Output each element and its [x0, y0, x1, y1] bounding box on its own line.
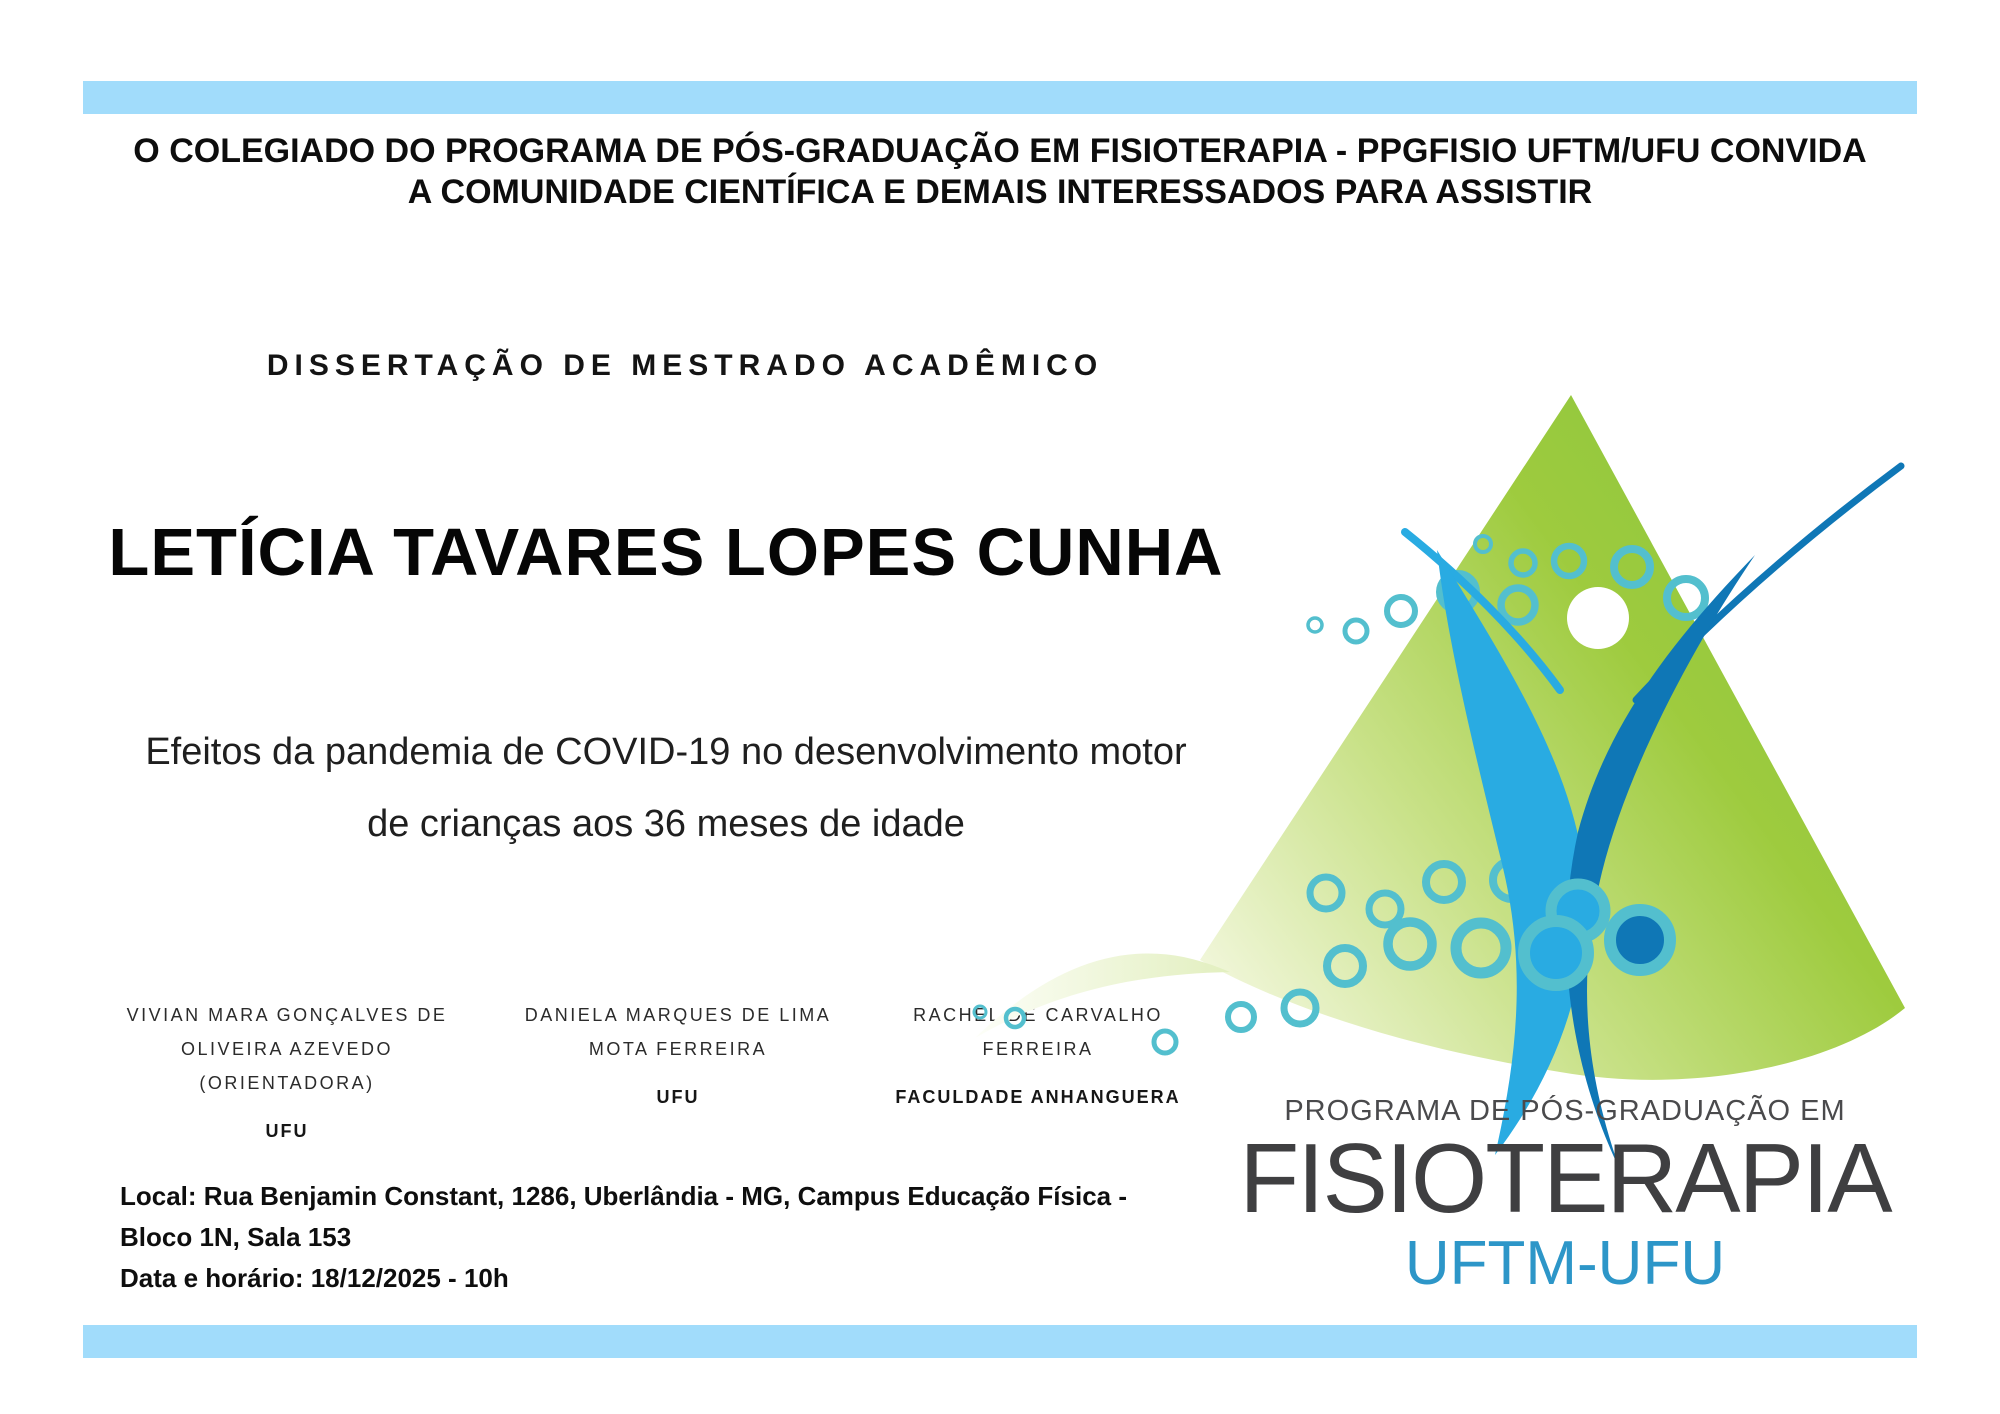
header-invitation-text	[83, 131, 1917, 213]
member-affiliation: UFU	[656, 1087, 700, 1107]
thesis-title-line-1: Efeitos da pandemia de COVID-19 no desenvolvimento motor	[145, 731, 1187, 773]
member-name-line: VIVIAN MARA GONÇALVES DE	[126, 1005, 448, 1025]
header-line-2: A COMUNIDADE CIENTÍFICA E DEMAIS INTERESSADOS PARA ASSISTIR	[407, 173, 1593, 211]
event-details	[120, 1176, 1180, 1299]
member-name-line: FERREIRA	[982, 1039, 1094, 1059]
logo-figure-head	[1567, 587, 1629, 649]
member-name-line: RACHEL DE CARVALHO	[913, 1005, 1163, 1025]
thesis-title-line-2: de crianças aos 36 meses de idade	[367, 803, 965, 845]
program-logo-graphic	[960, 370, 1960, 1180]
member-name-line: DANIELA MARQUES DE LIMA	[524, 1005, 832, 1025]
event-location: Local: Rua Benjamin Constant, 1286, Uberlândia - MG, Campus Educação Física - Bloco 1N, Sala 153	[120, 1181, 1128, 1252]
logo-program-text: PROGRAMA DE PÓS-GRADUAÇÃO EM	[1284, 1095, 1846, 1127]
member-role-line: (ORIENTADORA)	[199, 1073, 375, 1093]
committee-member-advisor	[87, 998, 487, 1148]
committee-member-2	[478, 998, 878, 1114]
bottom-accent-bar	[83, 1325, 1917, 1358]
member-name-line: MOTA FERREIRA	[588, 1039, 768, 1059]
member-name-line: OLIVEIRA AZEVEDO	[180, 1039, 394, 1059]
top-accent-bar	[83, 81, 1917, 114]
logo-fisioterapia-text: FISIOTERAPIA	[1239, 1123, 1891, 1233]
candidate-name: LETÍCIA TAVARES LOPES CUNHA	[108, 515, 1224, 590]
header-line-1: O COLEGIADO DO PROGRAMA DE PÓS-GRADUAÇÃO EM FISIOTERAPIA - PPGFISIO UFTM/UFU CONVIDA	[133, 132, 1867, 170]
logo-uftm-ufu-text: UFTM-UFU	[1404, 1229, 1726, 1298]
member-affiliation: FACULDADE ANHANGUERA	[895, 1087, 1181, 1107]
event-datetime: Data e horário: 18/12/2025 - 10h	[120, 1263, 509, 1293]
section-label-dissertation: DISSERTAÇÃO DE MESTRADO ACADÊMICO	[266, 349, 1104, 382]
member-affiliation: UFU	[265, 1121, 309, 1141]
